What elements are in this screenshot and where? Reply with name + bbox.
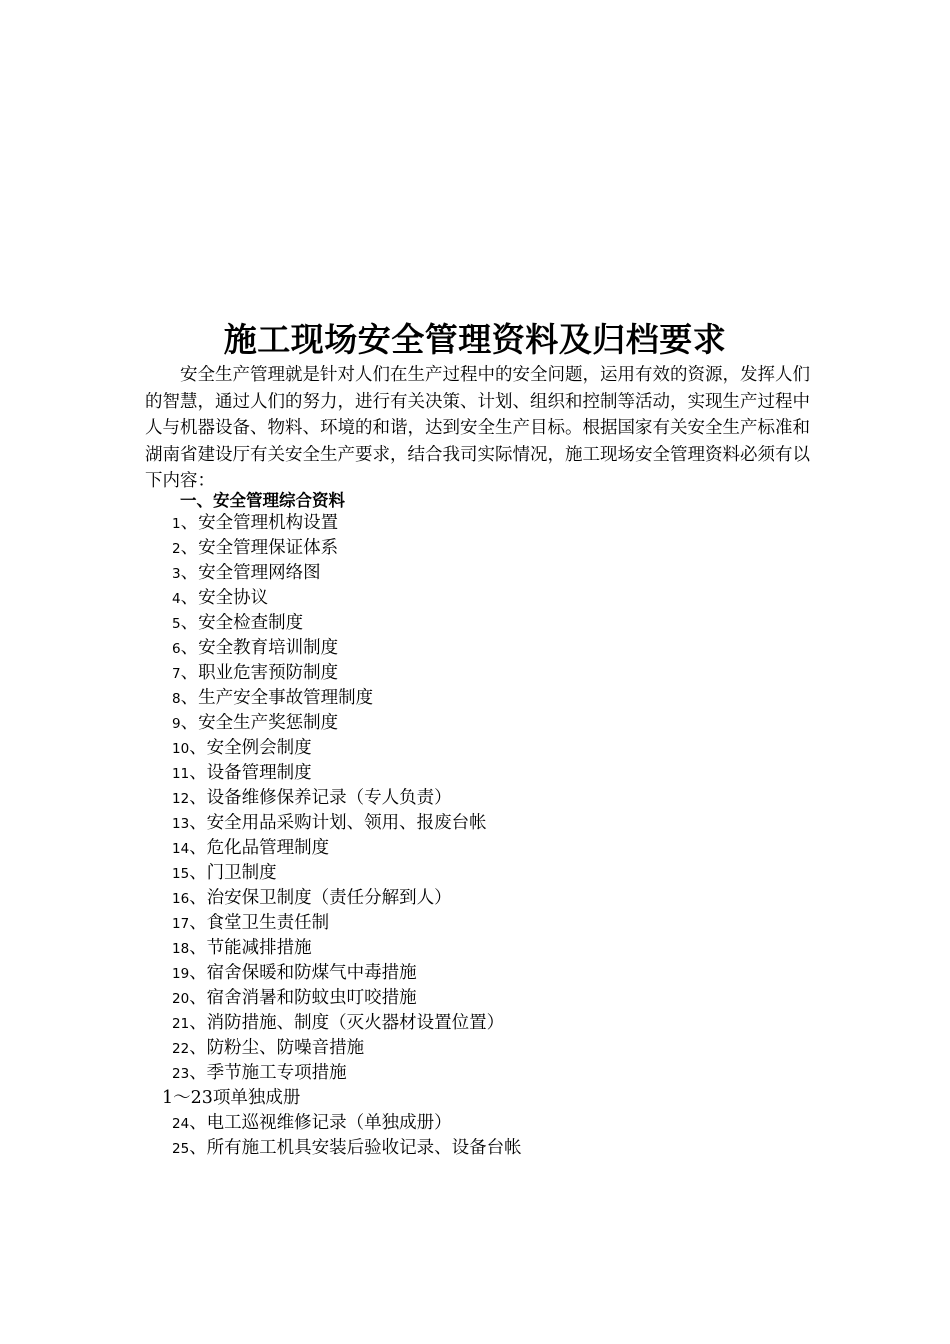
- list-item-number: 13: [172, 816, 190, 832]
- list-item-number: 8: [172, 691, 181, 707]
- list-item: [0, 911, 950, 936]
- list-item-number: 25: [172, 1141, 190, 1157]
- list-item-text: 、生产安全事故管理制度: [180, 688, 374, 708]
- list-item-text: 、安全检查制度: [180, 613, 304, 633]
- list-item: [0, 961, 950, 986]
- list-item-number: 18: [172, 941, 190, 957]
- list-item-text: 、防粉尘、防噪音措施: [189, 1038, 365, 1058]
- list-item: [0, 736, 950, 761]
- list-item-number: 20: [172, 991, 190, 1007]
- list-item: [0, 886, 950, 911]
- list-item-text: 、治安保卫制度（责任分解到人）: [189, 888, 452, 908]
- list-item-number: 17: [172, 916, 190, 932]
- list-item-number: 2: [172, 541, 181, 557]
- list-item-number: 4: [172, 591, 181, 607]
- list-item-text: 、安全教育培训制度: [180, 638, 339, 658]
- list-item: [0, 936, 950, 961]
- list-item-text: 、安全例会制度: [189, 738, 312, 758]
- list-item: [0, 686, 950, 711]
- list-item-text: 、所有施工机具安装后验收记录、设备台帐: [189, 1138, 522, 1158]
- list-item-number: 16: [172, 891, 190, 907]
- list-item-number: 15: [172, 866, 190, 882]
- list-item-number: 21: [172, 1016, 190, 1032]
- list-item-number: 24: [172, 1116, 190, 1132]
- list-item: [0, 536, 950, 561]
- list-item-number: 10: [172, 741, 190, 757]
- list-item-text: 、安全用品采购计划、领用、报废台帐: [189, 813, 487, 833]
- list-item-text: 、危化品管理制度: [189, 838, 330, 858]
- list-item: [0, 811, 950, 836]
- list-item-number: 22: [172, 1041, 190, 1057]
- list-item: [0, 836, 950, 861]
- list-item-text: 、安全生产奖惩制度: [180, 713, 339, 733]
- section-heading: 一、安全管理综合资料: [180, 491, 345, 510]
- list-item-text: 、食堂卫生责任制: [189, 913, 330, 933]
- list-note: 1～23项单独成册: [162, 1088, 301, 1108]
- list-item-text: 、设备管理制度: [189, 763, 312, 783]
- list-item-text: 、安全管理机构设置: [180, 513, 339, 533]
- list-item: [0, 986, 950, 1011]
- list-item: [0, 1061, 950, 1086]
- list-item: [0, 1036, 950, 1061]
- list-item-number: 1: [172, 516, 181, 532]
- list-item: [0, 1111, 950, 1136]
- list-item: [0, 511, 950, 536]
- list-item-number: 7: [172, 666, 181, 682]
- list-item-number: 19: [172, 966, 190, 982]
- list-item: [0, 561, 950, 586]
- intro-paragraph: 安全生产管理就是针对人们在生产过程中的安全问题，运用有效的资源，发挥人们的智慧，通过人们的努力，进行有关决策、计划、组织和控制等活动，实现生产过程中人与机器设备、物料、环境的和谐，达到安全生产目标。根据国家有关安全生产标准和湖南省建设厅有关安全生产要求，结合我司实际情况，施工现场安全管理资料必须有以下内容：: [145, 365, 810, 491]
- list-item-text: 、门卫制度: [189, 863, 277, 883]
- list-item: [0, 1136, 950, 1161]
- list-item-text: 、安全管理保证体系: [180, 538, 339, 558]
- list-item-number: 23: [172, 1066, 190, 1082]
- list-item: [0, 636, 950, 661]
- list-item-text: 、宿舍消暑和防蚊虫叮咬措施: [189, 988, 417, 1008]
- list-item-number: 5: [172, 616, 181, 632]
- list-item-number: 11: [172, 766, 190, 782]
- list-item-number: 3: [172, 566, 181, 582]
- list-item: [0, 661, 950, 686]
- list-item-number: 9: [172, 716, 181, 732]
- list-item-text: 、安全管理网络图: [180, 563, 321, 583]
- list-item: [0, 786, 950, 811]
- list-item-number: 12: [172, 791, 190, 807]
- list-item-text: 、设备维修保养记录（专人负责）: [189, 788, 452, 808]
- list-item-text: 、职业危害预防制度: [180, 663, 339, 683]
- list-item: [0, 861, 950, 886]
- list-item-text: 、安全协议: [180, 588, 269, 608]
- document-title: 施工现场安全管理资料及归档要求: [223, 320, 727, 359]
- list-item-number: 14: [172, 841, 190, 857]
- list-item: [0, 711, 950, 736]
- requirements-list: [0, 511, 950, 1161]
- list-item: [0, 1011, 950, 1036]
- list-item-text: 、消防措施、制度（灭火器材设置位置）: [189, 1013, 505, 1033]
- list-item-text: 、节能减排措施: [189, 938, 312, 958]
- list-item-text: 、季节施工专项措施: [189, 1063, 347, 1083]
- list-item: [0, 586, 950, 611]
- list-item-text: 、电工巡视维修记录（单独成册）: [189, 1113, 452, 1133]
- list-item-number: 6: [172, 641, 181, 657]
- list-item-text: 、宿舍保暖和防煤气中毒措施: [189, 963, 417, 983]
- list-item: [0, 611, 950, 636]
- list-item: [0, 761, 950, 786]
